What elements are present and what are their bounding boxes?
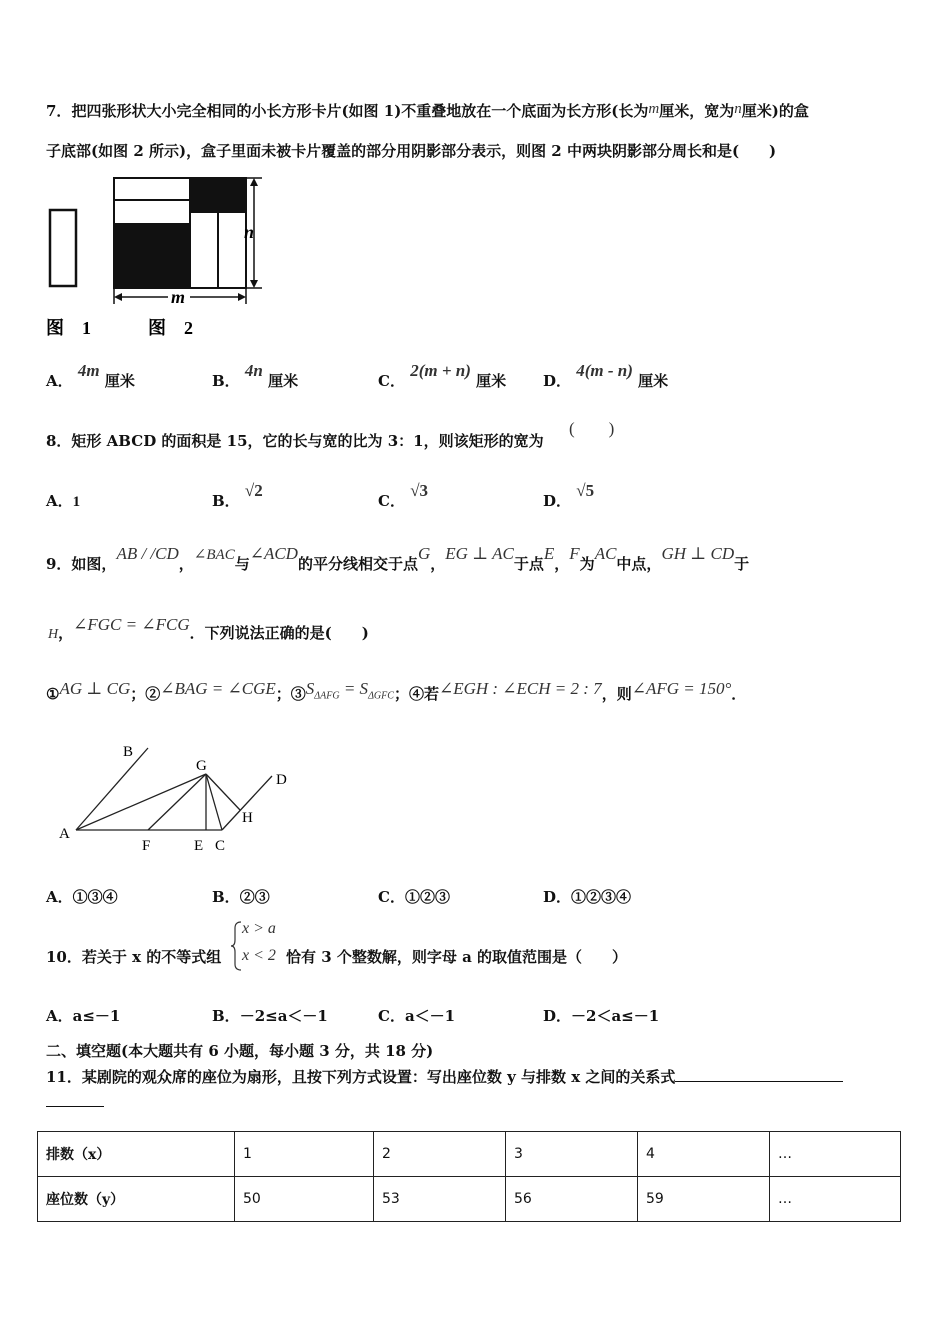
q7-text: 把四张形状大小完全相同的小长方形卡片(如图 1)不重叠地放在一个底面为长方形(长为 <box>71 102 649 120</box>
q7-m: m <box>648 101 660 117</box>
q9-option-b[interactable] <box>212 886 270 907</box>
q9-s1: ① <box>46 685 60 703</box>
q9-sep1: ；② <box>130 685 161 703</box>
q9-fgc: ∠FGC = ∠FCG <box>73 615 190 634</box>
q7-option-d-label: D． <box>543 372 572 390</box>
q7-option-c-value: 2(m + n) <box>410 361 471 380</box>
section-heading: 二、填空题(本大题共有 6 小题，每小题 3 分，共 18 分) <box>46 1042 434 1060</box>
q9-option-b-value: ②③ <box>239 888 270 906</box>
fig2-shade-top <box>190 178 246 212</box>
q7-option-c-label: C． <box>378 372 405 390</box>
q7-option-b[interactable] <box>212 361 299 391</box>
q8-option-c-label: C． <box>378 492 405 510</box>
q9-s2-math: ∠BAG = ∠CGE <box>160 679 276 698</box>
q8-option-b-label: B． <box>212 492 240 510</box>
q9-option-d[interactable] <box>543 886 631 907</box>
table-cell: 53 <box>374 1177 506 1222</box>
q7-option-c[interactable] <box>378 361 507 391</box>
q9-option-d-label: D． <box>543 888 572 906</box>
q9-option-b-label: B． <box>212 888 240 906</box>
q9-eg-ac: EG ⊥ AC <box>445 544 514 563</box>
fig2-card-4 <box>218 212 246 288</box>
q9-h: H <box>48 627 59 642</box>
fig2-card-2 <box>114 200 190 224</box>
q7-option-d-value: 4(m - n) <box>576 361 633 380</box>
q11-prompt: 11．某剧院的观众席的座位为扇形，且按下列方式设置：写出座位数 y 与排数 x 之间的关系式 <box>46 1068 676 1086</box>
q9-comma1: ， <box>178 555 194 573</box>
q9-option-c-value: ①②③ <box>404 888 450 906</box>
q9-comma2: ， <box>430 555 446 573</box>
q9-option-a-label: A． <box>46 888 73 906</box>
q8-option-d[interactable] <box>543 480 595 510</box>
q9-yu: 与 <box>234 555 250 573</box>
q7-option-b-unit: 厘米 <box>268 372 299 390</box>
q8-paren: ( ) <box>569 419 615 438</box>
q9-line1 <box>46 537 749 581</box>
q9-option-a-value: ①③④ <box>72 888 118 906</box>
line-gf <box>148 774 206 830</box>
q9-t5: 于 <box>734 555 750 573</box>
q10-option-c[interactable] <box>378 1005 455 1026</box>
q9-option-c-label: C． <box>378 888 405 906</box>
q9-comma3: ， <box>554 555 570 573</box>
table-header-cell: 排数（x） <box>38 1132 235 1177</box>
table-cell: 3 <box>506 1132 638 1177</box>
q9-bac: ∠BAC <box>193 547 235 563</box>
q10-option-b-label: B． <box>212 1007 240 1025</box>
q8-option-d-value: √5 <box>576 481 595 500</box>
fig2-card-3 <box>190 212 218 288</box>
fig2-shade-bottom <box>114 224 190 288</box>
q7-option-d-unit: 厘米 <box>638 372 669 390</box>
q8-option-b-value: √2 <box>244 481 263 500</box>
q9-t3: 为 <box>579 555 595 573</box>
q9-t4: 中点， <box>616 555 662 573</box>
q7-option-a[interactable] <box>46 361 135 391</box>
q11-answer-blank[interactable] <box>675 1067 843 1082</box>
q9-s3-eq: = S <box>339 679 369 698</box>
fig2-n-label: n <box>244 222 255 242</box>
q10-ineq2: x < 2 <box>242 947 276 964</box>
q10-option-c-value: a＜－1 <box>404 1007 456 1025</box>
q9-option-a[interactable] <box>46 886 118 907</box>
q10-option-a-label: A． <box>46 1007 73 1025</box>
q8-option-b[interactable] <box>212 480 263 510</box>
q7-line1 <box>46 100 809 121</box>
q9-ab-cd: AB / /CD <box>116 544 179 563</box>
q9-e: E <box>543 544 555 563</box>
q11-answer-blank-cont[interactable] <box>46 1106 104 1107</box>
q9-option-c[interactable] <box>378 886 450 907</box>
q7-figure <box>44 170 274 342</box>
q9-t2: 于点 <box>513 555 544 573</box>
q9-g: G <box>417 544 431 563</box>
q7-option-a-label: A． <box>46 372 73 390</box>
q7-text3: 厘米)的盒 <box>741 102 809 120</box>
q9-comma4: ， <box>58 624 74 642</box>
q10-option-b[interactable] <box>212 1005 328 1026</box>
q7-number: 7． <box>46 102 72 120</box>
table-cell: 1 <box>235 1132 374 1177</box>
q9-figure <box>50 738 300 858</box>
q9-sep2: ；③ <box>275 685 306 703</box>
q9-acd: ∠ACD <box>249 544 298 563</box>
q10-option-a-value: a≤－1 <box>72 1007 121 1025</box>
q9-f: F <box>569 544 580 563</box>
q9-statements <box>46 672 746 713</box>
q8-option-c[interactable] <box>378 480 429 510</box>
label-e: E <box>194 838 204 854</box>
q7-option-d[interactable] <box>543 361 669 391</box>
q9-sep3: ；④若 <box>393 685 439 703</box>
label-g: G <box>196 758 207 774</box>
q10-option-d-label: D． <box>543 1007 572 1025</box>
q9-ac: AC <box>594 544 617 563</box>
q10-option-b-value: －2≤a＜－1 <box>239 1007 328 1025</box>
q9-t6: ．下列说法正确的是( ) <box>189 624 369 642</box>
table-cell: 50 <box>235 1177 374 1222</box>
q7-n: n <box>734 101 742 117</box>
table-row <box>38 1132 901 1177</box>
q8-option-a-value: 1 <box>72 494 81 510</box>
q7-text2: 厘米，宽为 <box>659 102 735 120</box>
q10-text1: 10．若关于 x 的不等式组 <box>46 948 222 966</box>
label-b: B <box>123 744 134 760</box>
q9-line2 <box>48 608 369 652</box>
q7-option-a-unit: 厘米 <box>104 372 135 390</box>
q7-option-b-value: 4n <box>244 361 263 380</box>
q11-text <box>46 1066 843 1087</box>
q7-line2: 子底部(如图 2 所示)，盒子里面未被卡片覆盖的部分用阴影部分表示，则图 2 中两块阴影部分周长和是( ) <box>46 142 777 160</box>
q9-s1-math: AG ⊥ CG <box>59 679 131 698</box>
table-cell: … <box>770 1132 901 1177</box>
q7-option-b-label: B． <box>212 372 240 390</box>
q10-option-c-label: C． <box>378 1007 405 1025</box>
fig2-caption: 图 2 <box>148 318 193 338</box>
q8-text: 8．矩形 ABCD 的面积是 15，它的长与宽的比为 3：1，则该矩形的宽为 <box>46 432 544 450</box>
table-cell: 2 <box>374 1132 506 1177</box>
fig1-caption: 图 1 <box>46 318 91 338</box>
q8-option-a-label: A． <box>46 492 73 510</box>
q9-option-d-value: ①②③④ <box>571 888 632 906</box>
q9-number: 9．如图， <box>46 555 117 573</box>
label-c: C <box>215 838 226 854</box>
q8-option-d-label: D． <box>543 492 572 510</box>
table-cell: … <box>770 1177 901 1222</box>
fig2-m-label: m <box>171 287 186 307</box>
label-d: D <box>276 772 287 788</box>
q9-s3-s: S <box>305 679 315 698</box>
q10-option-d[interactable] <box>543 1005 659 1026</box>
q7-option-c-unit: 厘米 <box>476 372 507 390</box>
table-cell: 56 <box>506 1177 638 1222</box>
line-ab <box>76 748 148 830</box>
q8-option-c-value: √3 <box>410 481 429 500</box>
label-f: F <box>142 838 151 854</box>
q7-option-a-value: 4m <box>77 361 100 380</box>
q9-s4-result: ∠AFG = 150° <box>631 679 732 698</box>
q9-t1: 的平分线相交于点 <box>297 555 418 573</box>
q10-text2: 恰有 3 个整数解，则字母 a 的取值范围是（ ） <box>286 948 628 966</box>
q8-option-a[interactable] <box>46 490 80 511</box>
table-row <box>38 1177 901 1222</box>
seat-table <box>37 1131 901 1222</box>
q10-option-a[interactable] <box>46 1005 120 1026</box>
q10-system <box>230 920 286 972</box>
q9-s3-sub2: ΔGFC <box>368 690 394 702</box>
fig2-card-1 <box>114 178 190 200</box>
table-cell: 59 <box>638 1177 770 1222</box>
q9-gh-cd: GH ⊥ CD <box>661 544 735 563</box>
line-ag <box>76 774 206 830</box>
q10-option-d-value: －2＜a≤－1 <box>571 1007 660 1025</box>
q9-s3-sub1: ΔAFG <box>314 690 340 702</box>
q9-t7: ，则 <box>601 685 632 703</box>
label-h: H <box>242 810 253 826</box>
table-header-cell: 座位数（y） <box>38 1177 235 1222</box>
fig1-card <box>50 210 76 286</box>
q9-s4-math: ∠EGH : ∠ECH = 2 : 7 <box>438 679 602 698</box>
q10-ineq1: x > a <box>242 920 276 937</box>
table-cell: 4 <box>638 1132 770 1177</box>
label-a: A <box>59 826 70 842</box>
q9-t8: ． <box>731 685 747 703</box>
